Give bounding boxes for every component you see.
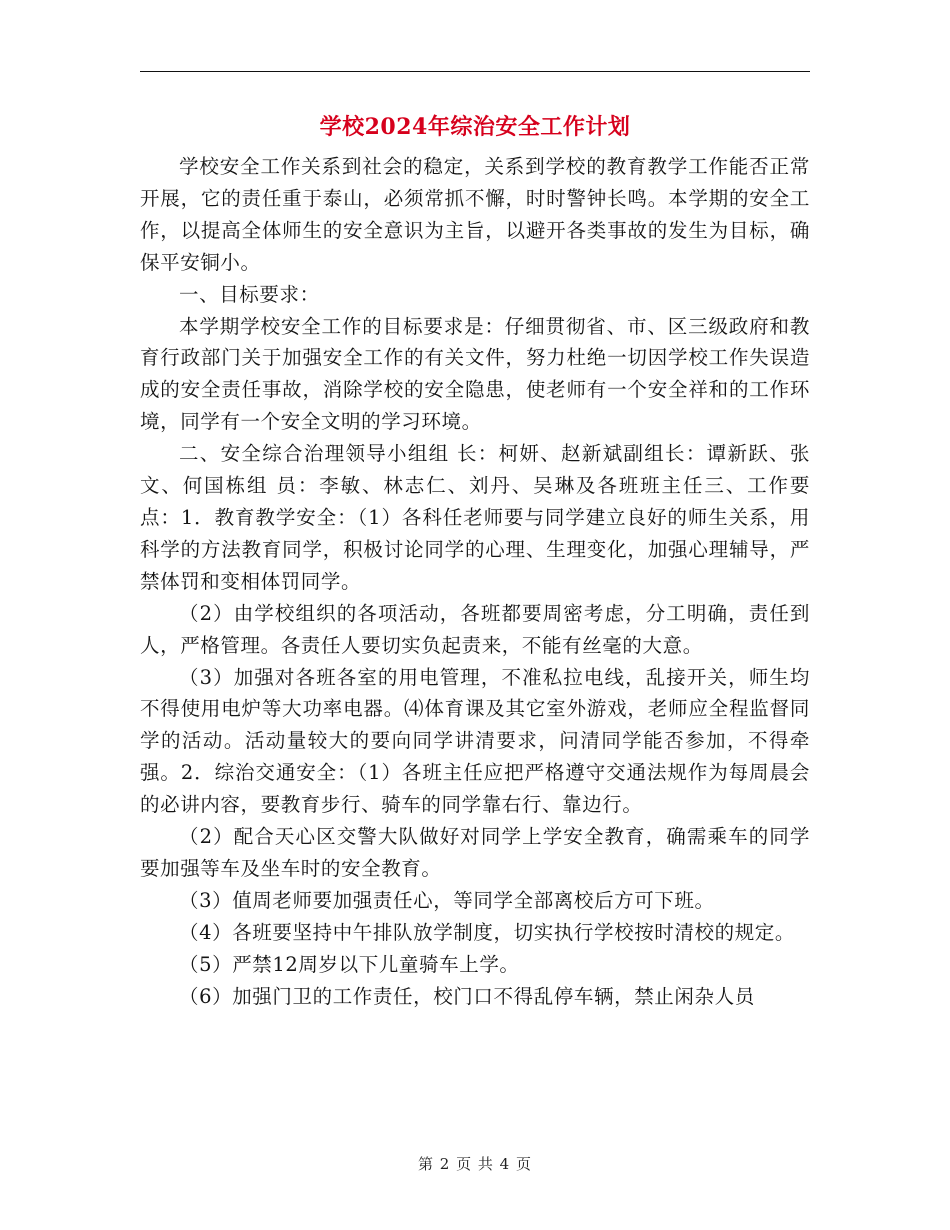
header-rule <box>140 71 810 72</box>
document-body <box>140 151 810 1012</box>
document-title: 学校2024年综治安全工作计划 <box>319 114 631 140</box>
paragraph-traffic-6: （6）加强门卫的工作责任，校门口不得乱停车辆，禁止闲杂人员 <box>179 984 755 1008</box>
paragraph-traffic-3: （3）值周老师要加强责任心，等同学全部离校后方可下班。 <box>179 888 715 912</box>
page-number-footer: 第 2 页 共 4 页 <box>418 1155 532 1173</box>
paragraph-leadership-group: 二、安全综合治理领导小组组 长：柯妍、赵新斌副组长：谭新跃、张文、何国栋组 员：李敏、林志仁、刘丹、吴琳及各班班主任三、工作要点：1．教育教学安全：（1）各科任老师要与同学建立良好的师生关系，用科学的方法教育同学，积极讨论同学的心理、生理变化，加强心理辅导，严禁体罚和变相体罚同学。 <box>140 442 810 593</box>
paragraph-traffic-2: （2）配合天心区交警大队做好对同学上学安全教育，确需乘车的同学要加强等车及坐车时的安全教育。 <box>140 825 810 880</box>
paragraph-section-1-heading: 一、目标要求： <box>179 282 320 306</box>
paragraph-goals: 本学期学校安全工作的目标要求是：仔细贯彻省、市、区三级政府和教育行政部门关于加强安全工作的有关文件，努力杜绝一切因学校工作失误造成的安全责任事故，消除学校的安全隐患，使老师有一个安全祥和的工作环境，同学有一个安全文明的学习环境。 <box>140 314 810 434</box>
paragraph-intro: 学校安全工作关系到社会的稳定，关系到学校的教育教学工作能否正常开展，它的责任重于泰山，必须常抓不懈，时时警钟长鸣。本学期的安全工作，以提高全体师生的安全意识为主旨，以避开各类事故的发生为目标，确保平安铜小。 <box>140 155 810 274</box>
paragraph-item-3: （3）加强对各班各室的用电管理，不准私拉电线，乱接开关，师生均不得使用电炉等大功率电器。⑷体育课及其它室外游戏，老师应全程监督同学的活动。活动量较大的要向同学讲清要求，问清同学能否参加，不得牵强。2．综治交通安全：（1）各班主任应把严格遵守交通法规作为每周晨会的必讲内容，要教育步行、骑车的同学靠右行、靠边行。 <box>140 665 810 817</box>
paragraph-traffic-5: （5）严禁12周岁以下儿童骑车上学。 <box>179 952 520 976</box>
paragraph-item-2: （2）由学校组织的各项活动，各班都要周密考虑，分工明确，责任到人，严格管理。各责任人要切实负起责来，不能有丝毫的大意。 <box>140 601 810 657</box>
paragraph-traffic-4: （4）各班要坚持中午排队放学制度，切实执行学校按时清校的规定。 <box>179 920 796 944</box>
